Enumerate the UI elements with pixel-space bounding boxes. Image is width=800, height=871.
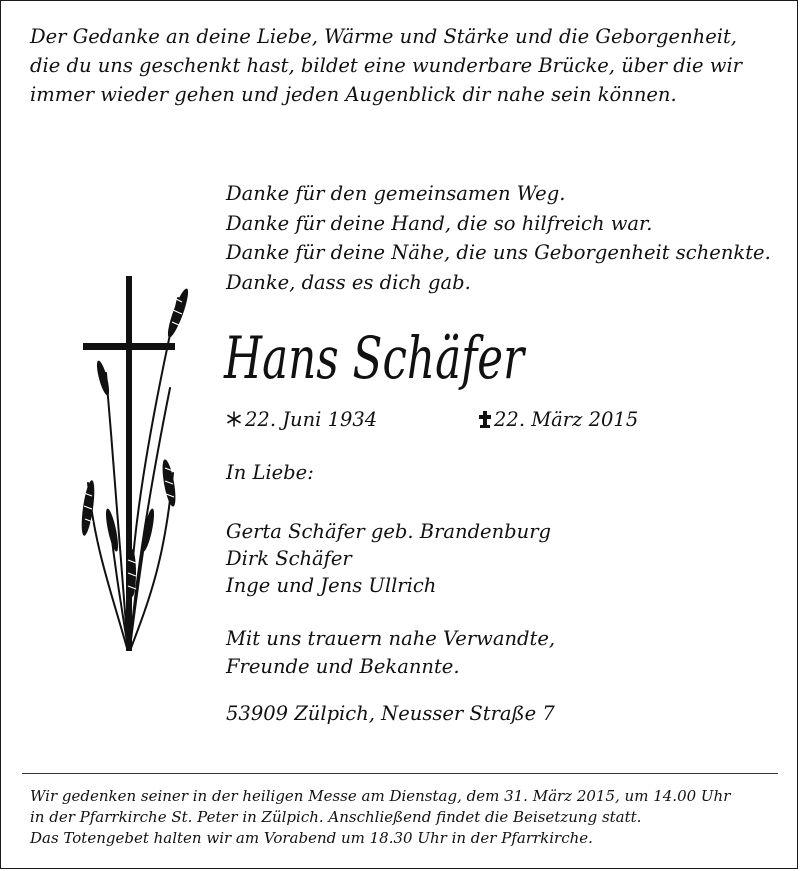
notice-line: Wir gedenken seiner in der heiligen Messe am Dienstag, dem 31. März 2015, um 14.00 Uhr [30, 787, 731, 805]
thanks-verse [226, 179, 771, 297]
divider [22, 773, 778, 774]
death-date [478, 406, 638, 434]
mourners-line: Mit uns trauern nahe Verwandte, [226, 627, 556, 650]
address: 53909 Zülpich, Neusser Straße 7 [226, 702, 555, 725]
birth-star-icon [226, 411, 242, 427]
thanks-line: Danke für deine Nähe, die uns Geborgenheit schenkte. [226, 241, 771, 264]
cross-wheat-emblem [70, 268, 200, 658]
love-label: In Liebe: [226, 461, 314, 484]
intro-line: immer wieder gehen und jeden Augenblick dir nahe sein können. [30, 83, 677, 106]
deceased-name [222, 312, 582, 412]
family-member: Dirk Schäfer [226, 547, 352, 570]
thanks-line: Danke für deine Hand, die so hilfreich war. [226, 211, 653, 235]
life-dates [226, 406, 686, 436]
intro-line: die du uns geschenkt hast, bildet eine wunderbare Brücke, über die wir [30, 54, 743, 77]
notice-line: in der Pfarrkirche St. Peter in Zülpich. Anschließend findet die Beisetzung statt. [30, 808, 642, 826]
mourners-note [226, 625, 555, 681]
birth-date [226, 406, 377, 434]
intro-quote [30, 22, 780, 109]
birth-date-text: 22. Juni 1934 [245, 408, 378, 431]
family-member: Gerta Schäfer geb. Brandenburg [226, 520, 552, 543]
notice-line: Das Totengebet halten wir am Vorabend um 18.30 Uhr in der Pfarrkirche. [30, 829, 593, 847]
deceased-name-text: Hans Schäfer [223, 324, 527, 392]
thanks-line: Danke, dass es dich gab. [226, 270, 471, 294]
intro-line: Der Gedanke an deine Liebe, Wärme und Stärke und die Geborgenheit, [30, 25, 738, 48]
service-notice [30, 786, 730, 849]
mourners-line: Freunde und Bekannte. [226, 655, 460, 678]
death-cross-icon [478, 410, 492, 429]
family-member: Inge und Jens Ullrich [226, 574, 437, 597]
family-list [226, 518, 551, 599]
thanks-line: Danke für den gemeinsamen Weg. [226, 182, 566, 205]
death-date-text: 22. März 2015 [494, 408, 639, 431]
